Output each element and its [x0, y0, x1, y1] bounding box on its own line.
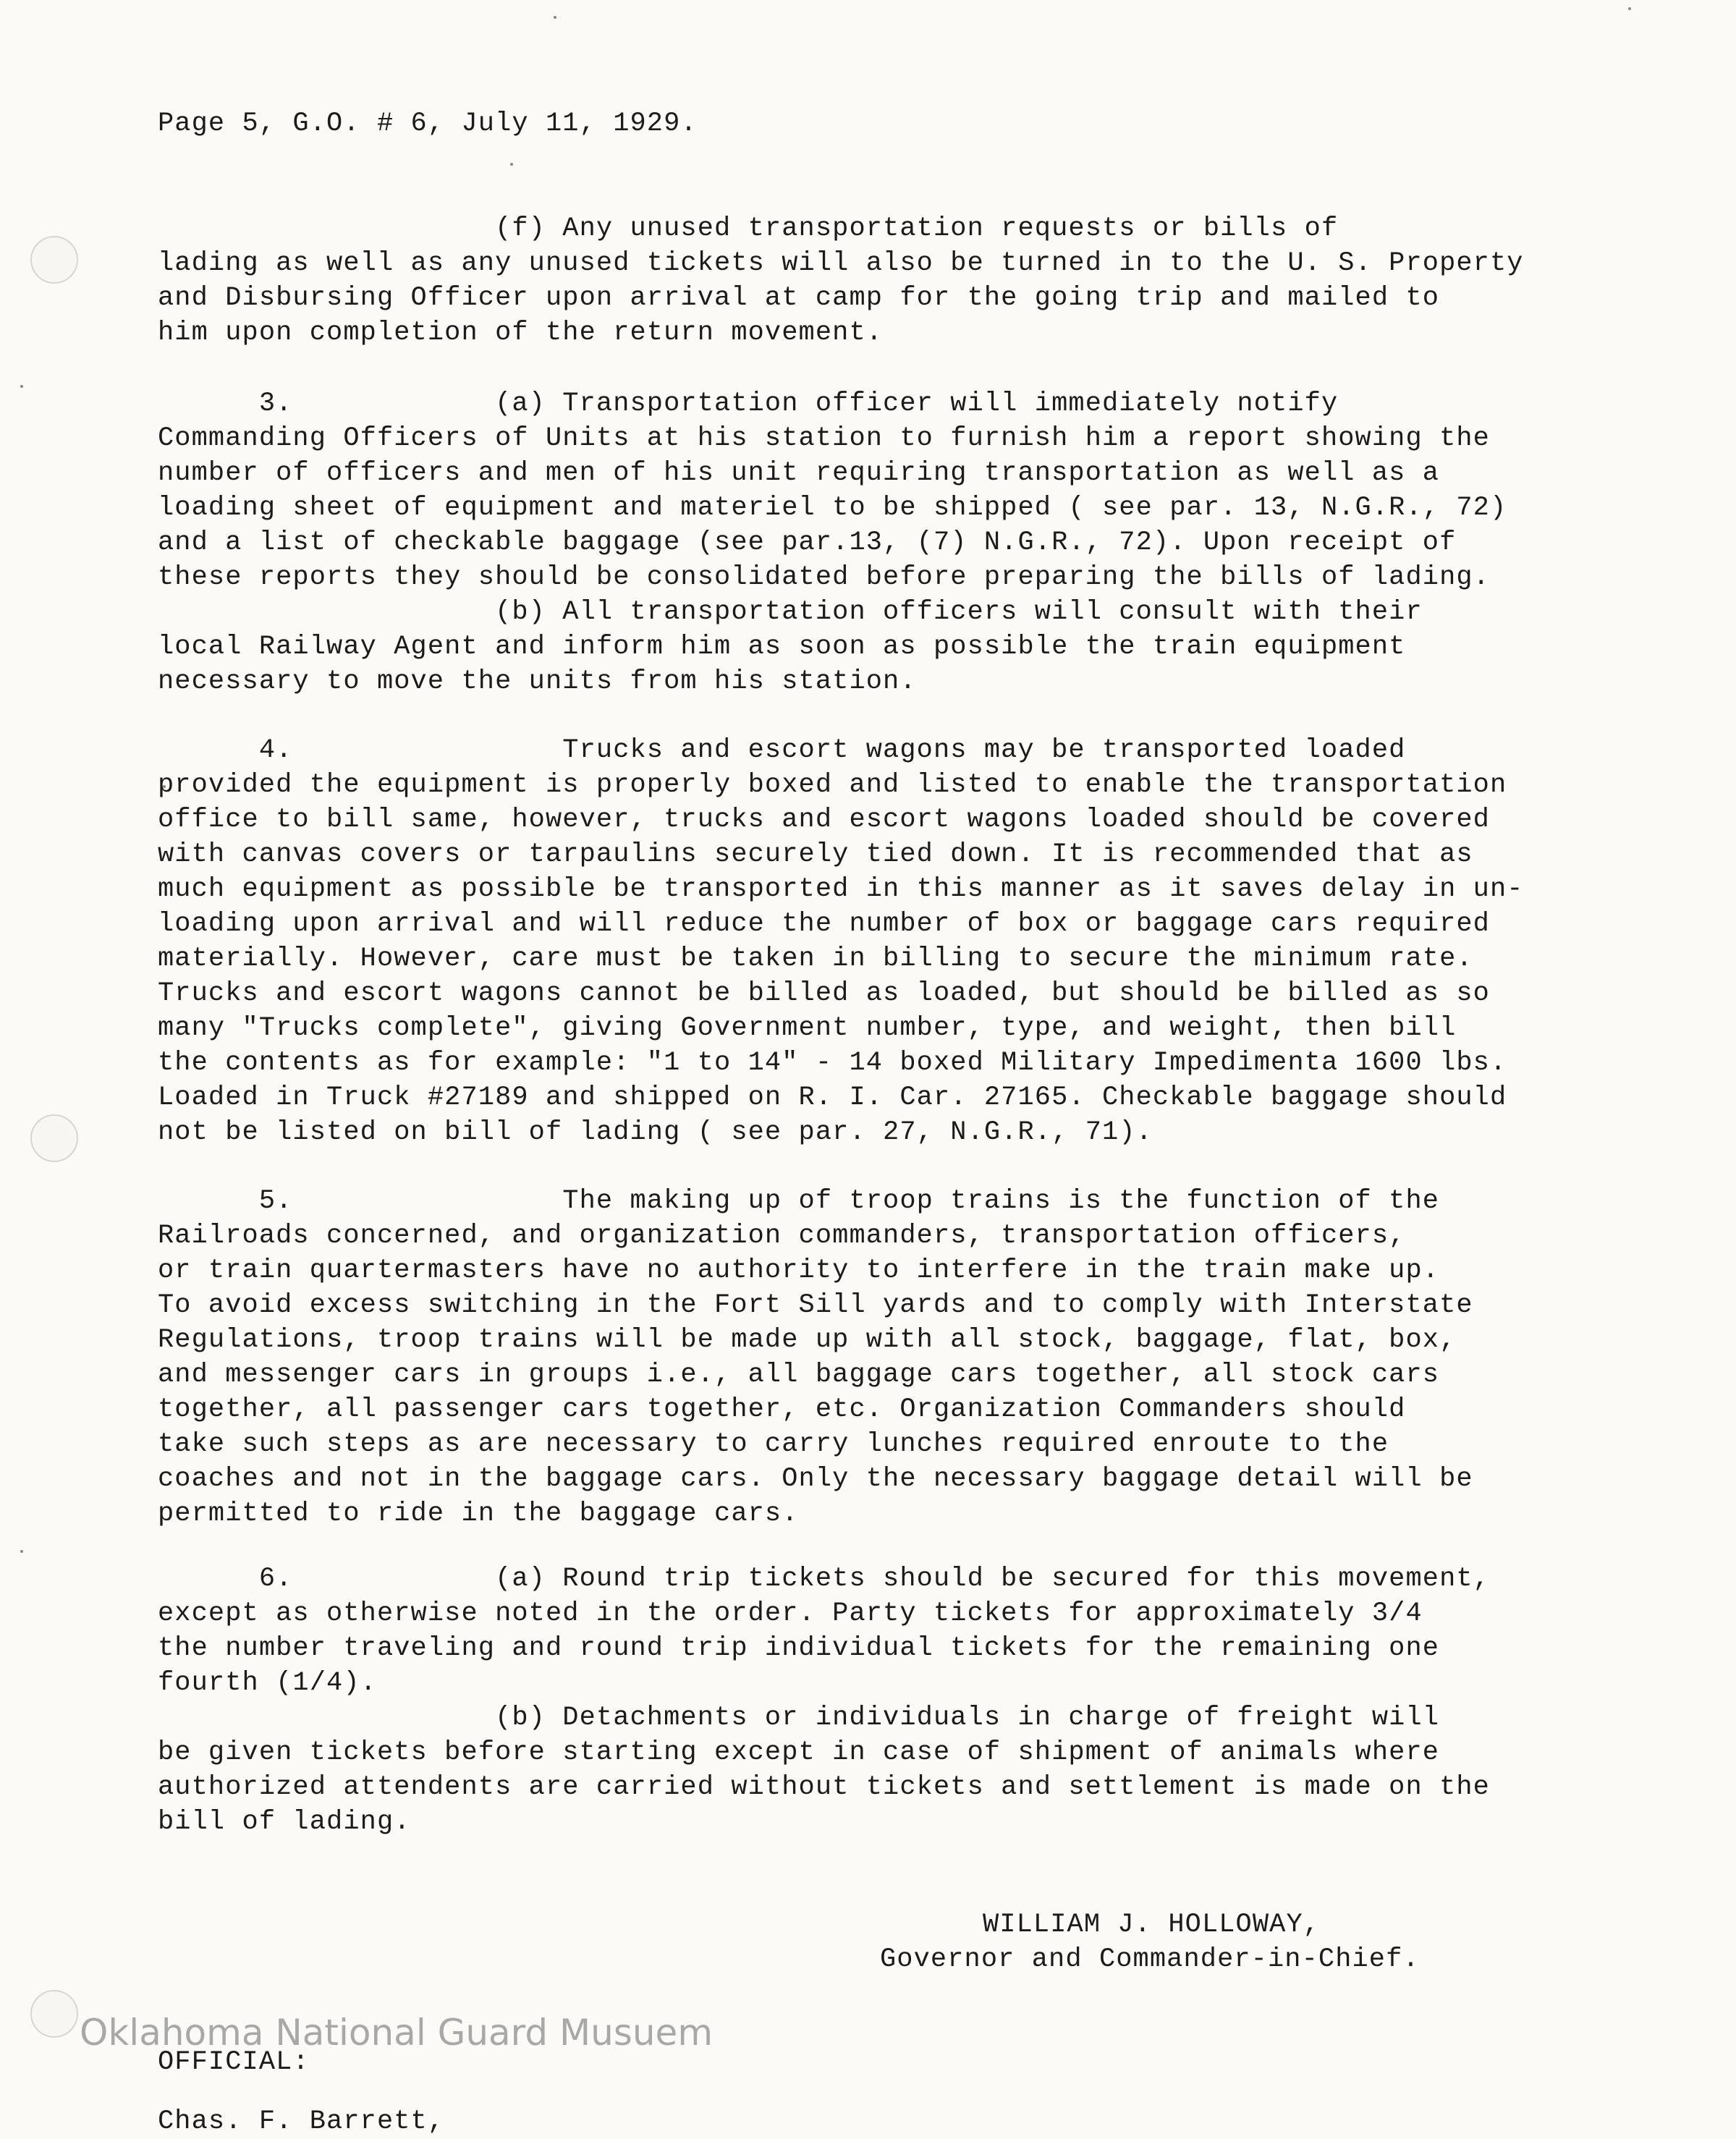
- text-line: (b) All transportation officers will consult with their: [158, 597, 1423, 627]
- text-line: authorized attendents are carried without tickets and settlement is made on the: [158, 1772, 1490, 1803]
- text-line: bill of lading.: [158, 1807, 411, 1837]
- text-line: 5. The making up of troop trains is the function of the: [158, 1186, 1440, 1216]
- text-line: office to bill same, however, trucks and escort wagons loaded should be covered: [158, 805, 1490, 835]
- punch-hole: [30, 236, 78, 284]
- text-line: not be listed on bill of lading ( see par. 27, N.G.R., 71).: [158, 1117, 1153, 1148]
- text-line: together, all passenger cars together, etc. Organization Commanders should: [158, 1394, 1406, 1425]
- text-line: (f) Any unused transportation requests or bills of: [158, 213, 1339, 244]
- text-line: Loaded in Truck #27189 and shipped on R. I. Car. 27165. Checkable baggage should: [158, 1083, 1507, 1113]
- text-line: local Railway Agent and inform him as soon as possible the train equipment: [158, 632, 1406, 662]
- speck: [20, 385, 23, 388]
- text-line: except as otherwise noted in the order. Party tickets for approximately 3/4: [158, 1598, 1423, 1629]
- official-label: OFFICIAL:: [158, 2047, 310, 2077]
- speck: [1628, 7, 1631, 10]
- text-line: and a list of checkable baggage (see par.13, (7) N.G.R., 72). Upon receipt of: [158, 528, 1457, 558]
- text-line: provided the equipment is properly boxed and listed to enable the transportation: [158, 770, 1507, 800]
- text-line: materially. However, care must be taken in billing to secure the minimum rate.: [158, 944, 1473, 974]
- speck: [510, 163, 513, 166]
- text-line: much equipment as possible be transported in this manner as it saves delay in un-: [158, 874, 1524, 905]
- punch-hole: [30, 1114, 78, 1162]
- text-line: with canvas covers or tarpaulins securely tied down. It is recommended that as: [158, 839, 1473, 870]
- text-line: many "Trucks complete", giving Government number, type, and weight, then bill: [158, 1013, 1457, 1043]
- text-line: him upon completion of the return movement.: [158, 318, 884, 348]
- text-line: number of officers and men of his unit requiring transportation as well as a: [158, 458, 1440, 488]
- speck: [20, 1550, 23, 1553]
- text-line: 6. (a) Round trip tickets should be secured for this movement,: [158, 1564, 1490, 1594]
- text-line: coaches and not in the baggage cars. Only the necessary baggage detail will be: [158, 1464, 1473, 1494]
- text-line: and Disbursing Officer upon arrival at camp for the going trip and mailed to: [158, 283, 1440, 313]
- text-line: Commanding Officers of Units at his station to furnish him a report showing the: [158, 423, 1490, 454]
- text-line: Trucks and escort wagons cannot be billed as loaded, but should be billed as so: [158, 978, 1490, 1009]
- text-line: 3. (a) Transportation officer will immediately notify: [158, 389, 1339, 419]
- text-line: (b) Detachments or individuals in charge of freight will: [158, 1703, 1440, 1733]
- text-line: permitted to ride in the baggage cars.: [158, 1499, 799, 1529]
- text-line: be given tickets before starting except in case of shipment of animals where: [158, 1737, 1440, 1768]
- text-line: Railroads concerned, and organization commanders, transportation officers,: [158, 1221, 1406, 1251]
- text-line: or train quartermasters have no authority to interfere in the train make up.: [158, 1255, 1440, 1286]
- text-line: lading as well as any unused tickets will also be turned in to the U. S. Property: [158, 248, 1524, 279]
- punch-hole: [30, 1990, 78, 2038]
- museum-watermark: Oklahoma National Guard Musuem: [80, 2012, 714, 2054]
- speck: [554, 16, 556, 19]
- text-line: necessary to move the units from his station.: [158, 666, 917, 697]
- text-line: the contents as for example: "1 to 14" - 14 boxed Military Impedimenta 1600 lbs.: [158, 1048, 1507, 1078]
- text-line: loading upon arrival and will reduce the number of box or baggage cars required: [158, 909, 1490, 939]
- text-line: 4. Trucks and escort wagons may be transported loaded: [158, 735, 1406, 766]
- text-line: take such steps as are necessary to carry lunches required enroute to the: [158, 1429, 1389, 1460]
- text-line: fourth (1/4).: [158, 1668, 377, 1698]
- text-line: and messenger cars in groups i.e., all baggage cars together, all stock cars: [158, 1360, 1440, 1390]
- text-line: loading sheet of equipment and materiel to be shipped ( see par. 13, N.G.R., 72): [158, 493, 1507, 523]
- page-header: Page 5, G.O. # 6, July 11, 1929.: [158, 109, 698, 139]
- text-line: the number traveling and round trip individual tickets for the remaining one: [158, 1633, 1440, 1664]
- signature-name: WILLIAM J. HOLLOWAY,: [983, 1910, 1321, 1940]
- text-line: Regulations, troop trains will be made up with all stock, baggage, flat, box,: [158, 1325, 1457, 1355]
- signature-title: Governor and Commander-in-Chief.: [880, 1944, 1420, 1975]
- text-line: To avoid excess switching in the Fort Sill yards and to comply with Interstate: [158, 1290, 1473, 1321]
- official-name: Chas. F. Barrett,: [158, 2106, 445, 2137]
- text-line: these reports they should be consolidated before preparing the bills of lading.: [158, 562, 1490, 593]
